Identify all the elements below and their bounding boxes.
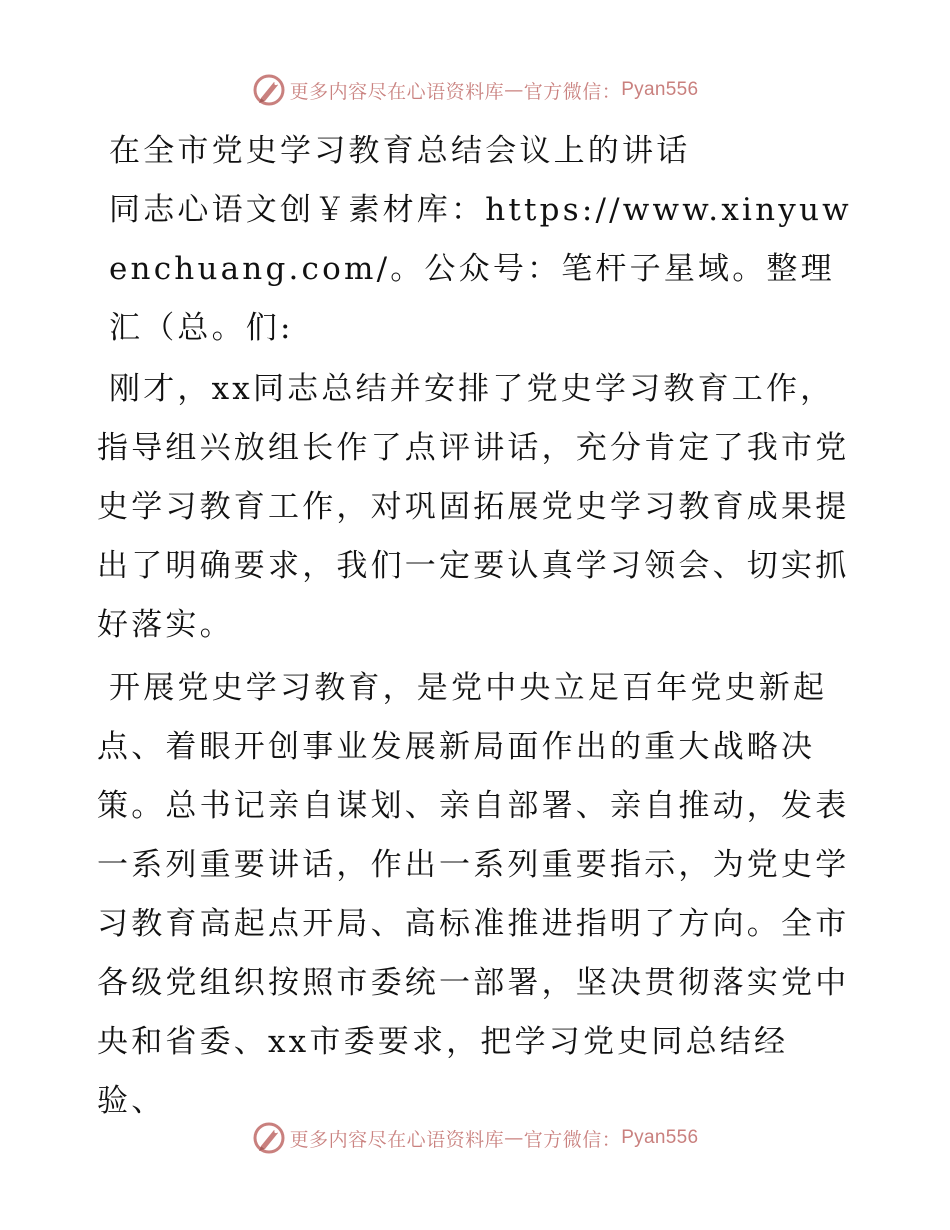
watermark-sub-text: 官方微信： [523,80,622,103]
watermark-sub-text: 官方微信： [523,1128,622,1151]
pen-logo-icon [252,73,286,107]
watermark-dash: — [504,79,524,101]
pen-logo-icon [252,1121,286,1155]
paragraph-1: 刚才，xx同志总结并安排了党史学习教育工作，指导组兴放组长作了点评讲话，充分肯定了我市党史学习教育工作，对巩固拓展党史学习教育成果提出了明确要求，我们一定要认真学习领会、切实抓好落实。 [97,371,850,643]
footer-watermark [0,1118,950,1158]
document-intro: 同志心语文创￥素材库：https://www.xinyuwenchuang.com/。公众号：笔杆子星域。整理汇（总。们: [109,192,852,346]
watermark-main-text: 更多内容尽在心语资料库 [289,80,505,103]
watermark-dash: — [504,1127,524,1149]
watermark-id-text: Pyan556 [621,79,699,100]
document-title: 在全市党史学习教育总结会议上的讲话 [109,133,691,169]
watermark-main-text: 更多内容尽在心语资料库 [289,1128,505,1151]
header-watermark [0,70,950,110]
document-body [97,122,853,1135]
watermark-id-text: Pyan556 [621,1127,699,1148]
paragraph-2: 开展党史学习教育，是党中央立足百年党史新起点、着眼开创事业发展新局面作出的重大战略决策。总书记亲自谋划、亲自部署、亲自推动，发表一系列重要讲话，作出一系列重要指示，为党史学习教育高起点开局、高标准推进指明了方向。全市各级党组织按照市委统一部署，坚决贯彻落实党中央和省委、xx市委要求，把学习党史同总结经验、 [97,670,850,1119]
